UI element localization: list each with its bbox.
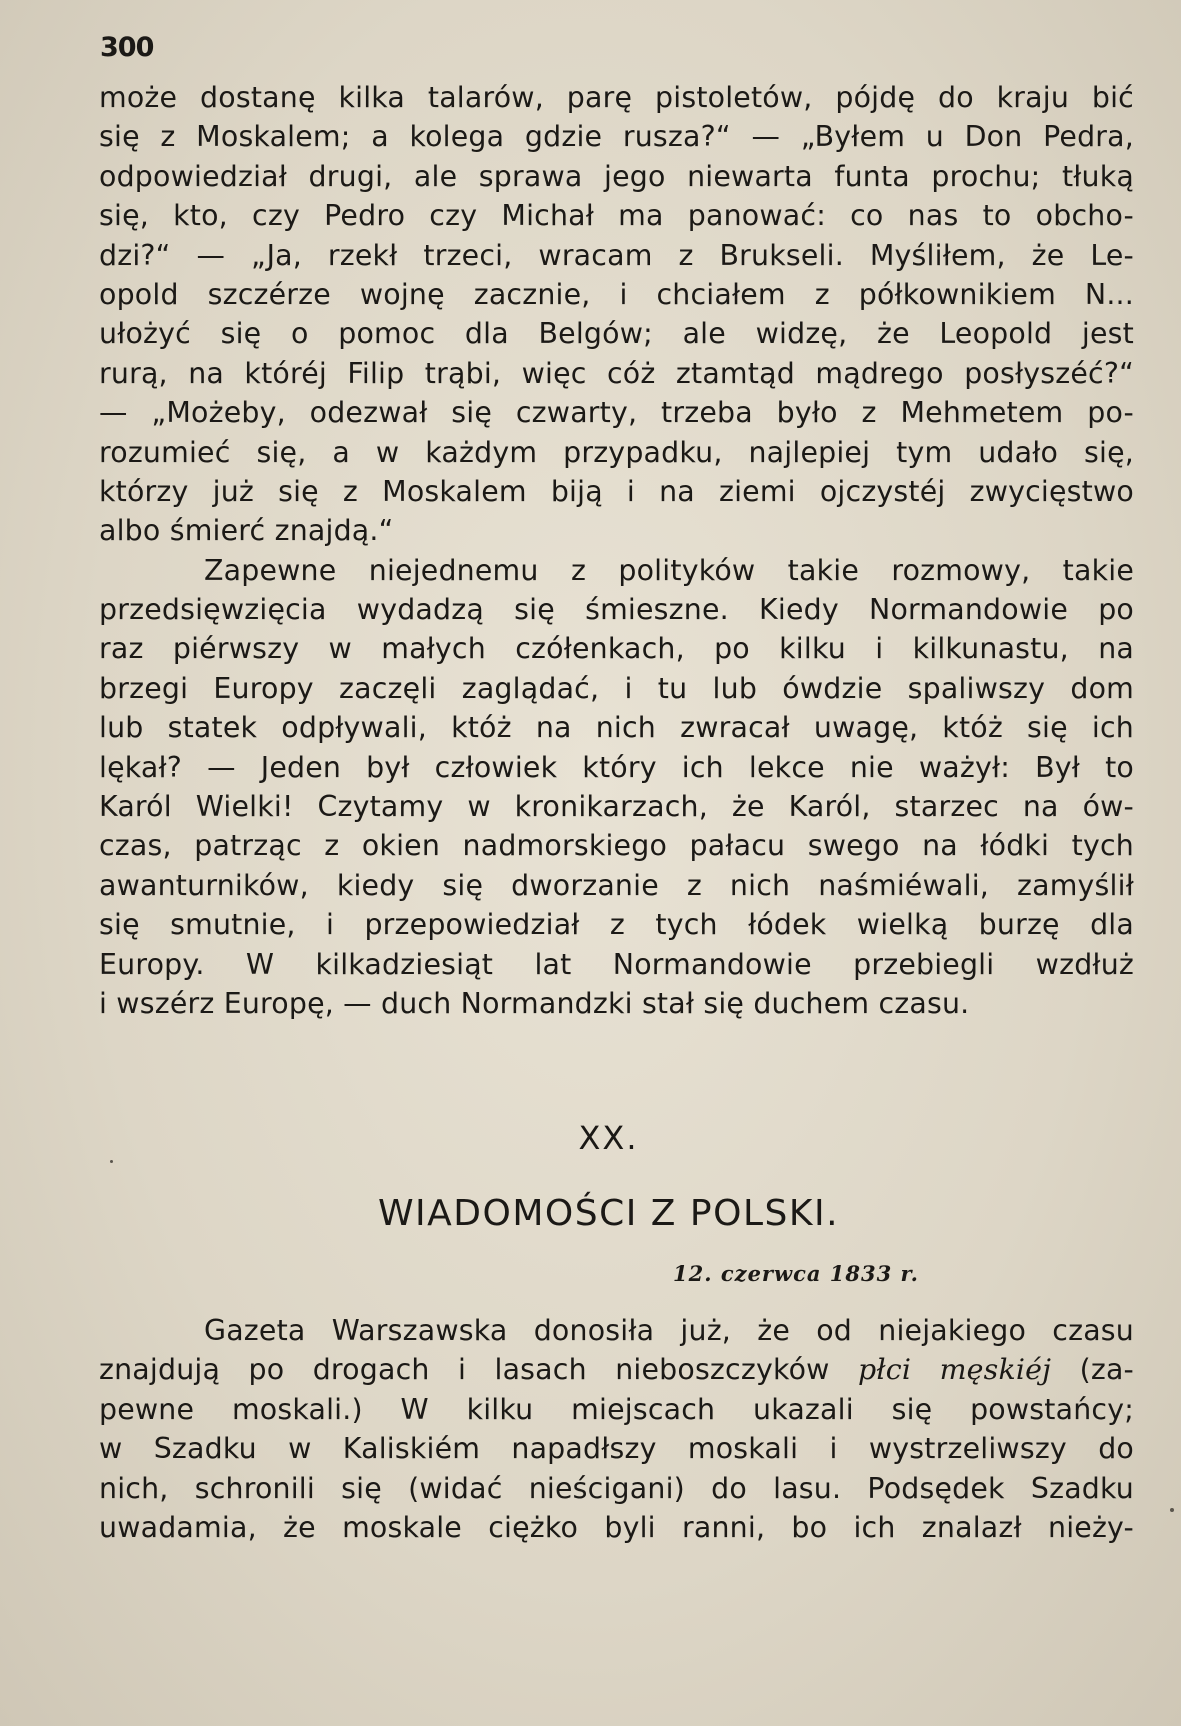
chapter-dateline: 12. czerwca 1833 r. [673,1261,919,1286]
text-line: lękał? — Jeden był człowiek który ich lekce nie ważył: Był to [99,750,1134,784]
text-line: uwadamia, że moskale ciężko byli ranni, bo ich znalazł nieży- [99,1510,1134,1544]
italic-emphasis: płci męskiéj [857,1353,1052,1387]
text-line: — „Możeby, odezwał się czwarty, trzeba było z Mehmetem po- [99,396,1134,430]
paper-speck [1170,1508,1174,1512]
text-line: albo śmierć znajdą.“ [99,514,394,548]
text-line: pewne moskali.) W kilku miejscach ukazali się powstańcy; [99,1392,1134,1426]
text-line: brzegi Europy zaczęli zaglądać, i tu lub ówdzie spaliwszy dom [99,671,1134,705]
text-line: dzi?“ — „Ja, rzekł trzeci, wracam z Brukseli. Myśliłem, że Le- [99,238,1134,272]
text-line: czas, patrząc z okien nadmorskiego pałacu swego na łódki tych [99,829,1134,863]
text-line [99,1350,1134,1389]
text-block-bottom [99,1311,1134,1547]
text-line: ułożyć się o pomoc dla Belgów; ale widzę, że Leopold jest [99,317,1134,351]
text-line: się, kto, czy Pedro czy Michał ma panować: co nas to obcho- [99,199,1134,233]
text-fragment: znajdują po drogach i lasach nieboszczyków [99,1353,858,1387]
text-line: Gazeta Warszawska donosiła już, że od niejakiego czasu [204,1314,1134,1347]
text-line: i wszérz Europę, — duch Normandzki stał się duchem czasu. [99,986,970,1020]
text-block-top [99,78,1134,1023]
text-line: rozumieć się, a w każdym przypadku, najlepiej tym udało się, [99,435,1134,469]
text-line: Europy. W kilkadziesiąt lat Normandowie przebiegli wzdłuż [99,947,1134,981]
text-line: Karól Wielki! Czytamy w kronikarzach, że Karól, starzec na ów- [99,790,1134,824]
text-line: awanturników, kiedy się dworzanie z nich naśmiéwali, zamyślił [99,868,1134,902]
text-line: rurą, na któréj Filip trąbi, więc cóż ztamtąd mądrego posłyszéć?“ [99,356,1134,390]
text-line: opold szczérze wojnę zacznie, i chciałem z półkownikiem N... [99,277,1134,311]
text-line: w Szadku w Kaliskiém napadłszy moskali i wystrzeliwszy do [99,1432,1134,1466]
text-line: się z Moskalem; a kolega gdzie rusza?“ — „Byłem u Don Pedra, [99,120,1134,154]
text-fragment: (za- [1051,1353,1134,1387]
page-number: 300 [100,32,154,63]
text-line: przedsięwzięcia wydadzą się śmieszne. Kiedy Normandowie po [99,593,1134,627]
paper-speck [110,1160,113,1163]
text-line: Zapewne niejednemu z polityków takie rozmowy, takie [204,553,1134,587]
chapter-number: XX. [578,1119,639,1157]
text-line: raz piérwszy w małych czółenkach, po kilku i kilkunastu, na [99,632,1134,666]
text-line: którzy już się z Moskalem biją i na ziemi ojczystéj zwycięstwo [99,474,1134,508]
chapter-title: WIADOMOŚCI Z POLSKI. [377,1193,840,1234]
text-line: odpowiedział drugi, ale sprawa jego niewarta funta prochu; tłuką [99,159,1134,193]
text-line: może dostanę kilka talarów, parę pistoletów, pójdę do kraju bić [99,81,1134,114]
text-line: lub statek odpływali, któż na nich zwracał uwagę, któż się ich [99,711,1134,745]
text-line: się smutnie, i przepowiedział z tych łódek wielką burzę dla [99,908,1134,942]
text-line: nich, schronili się (widać nieścigani) do lasu. Podsędek Szadku [99,1471,1134,1505]
